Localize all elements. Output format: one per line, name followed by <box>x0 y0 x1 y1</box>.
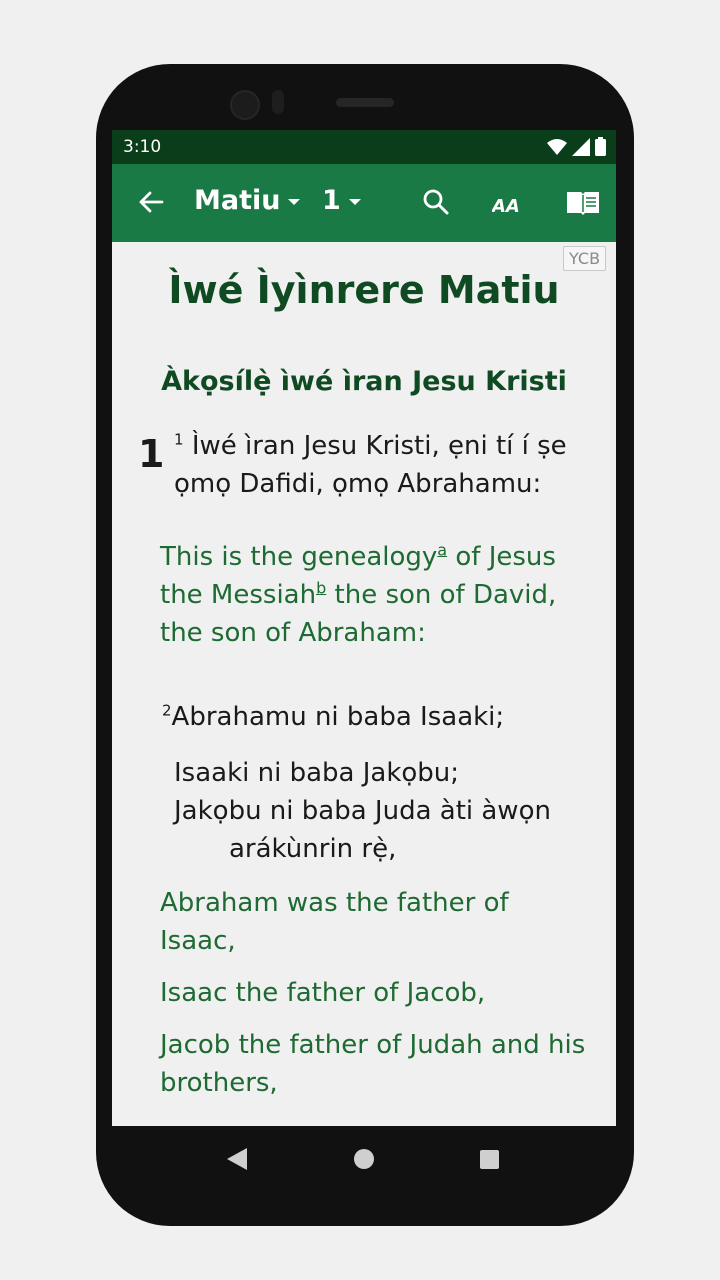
verse-text: ọmọ Dafidi, ọmọ Abrahamu: <box>174 469 542 499</box>
verse-2[interactable] <box>162 698 504 736</box>
english-text: the son of David, <box>326 580 557 610</box>
phone-screen <box>112 130 616 1126</box>
english-text: of Jesus <box>447 542 556 572</box>
book-name: Matiu <box>194 185 281 216</box>
text-size-icon[interactable] <box>492 184 526 220</box>
chevron-down-icon <box>288 199 300 205</box>
verse-2-poetry[interactable] <box>174 754 551 868</box>
reading-pane[interactable] <box>112 242 616 1126</box>
verse-text: arákùnrin rẹ̀, <box>229 834 397 864</box>
reading-mode-icon[interactable] <box>566 189 600 219</box>
english-text: Isaac the father of Jacob, <box>160 978 486 1008</box>
svg-text:AA: AA <box>492 196 520 216</box>
front-camera <box>230 90 260 120</box>
english-verse-2-line-1[interactable] <box>160 884 509 960</box>
footnote-link[interactable]: a <box>437 540 448 560</box>
signal-icon <box>572 138 590 160</box>
chapter-selector[interactable] <box>322 185 361 216</box>
version-badge[interactable]: YCB <box>563 246 606 271</box>
battery-icon <box>595 137 606 160</box>
book-selector[interactable] <box>194 185 300 216</box>
verse-number: 2 <box>162 701 172 720</box>
english-verse-2-line-2[interactable] <box>160 974 485 1012</box>
status-time: 3:10 <box>123 137 162 157</box>
english-text: Isaac, <box>160 926 236 956</box>
nav-recent-apps-icon[interactable] <box>480 1150 499 1169</box>
section-heading: Àkọsílẹ̀ ìwé ìran Jesu Kristi <box>161 366 567 397</box>
verse-1[interactable] <box>174 427 567 503</box>
system-nav-bar <box>112 1126 616 1192</box>
verse-text: Abrahamu ni baba Isaaki; <box>171 702 505 732</box>
back-arrow-icon[interactable] <box>138 190 164 218</box>
nav-home-icon[interactable] <box>354 1149 374 1169</box>
english-verse-2-line-3[interactable] <box>160 1026 585 1102</box>
book-title: Ìwé Ìyìnrere Matiu <box>168 268 560 312</box>
verse-text: Isaaki ni baba Jakọbu; <box>174 758 460 788</box>
chevron-down-icon <box>349 199 361 205</box>
footnote-link[interactable]: b <box>316 578 327 598</box>
verse-text: Ìwé ìran Jesu Kristi, ẹni tí í ṣe <box>191 431 567 461</box>
chapter-number-label: 1 <box>322 185 341 216</box>
wifi-icon <box>547 138 567 160</box>
nav-back-icon[interactable] <box>227 1148 247 1174</box>
earpiece-speaker <box>336 98 394 107</box>
english-text: Abraham was the father of <box>160 888 509 918</box>
status-icons <box>547 137 606 160</box>
english-text: the Messiah <box>160 580 317 610</box>
english-text: the son of Abraham: <box>160 618 426 648</box>
english-text: Jacob the father of Judah and his <box>160 1030 586 1060</box>
english-verse-1[interactable] <box>160 538 556 652</box>
verse-number: 1 <box>174 430 184 449</box>
proximity-sensor <box>272 90 284 114</box>
chapter-number: 1 <box>138 432 165 476</box>
search-icon[interactable] <box>422 188 450 220</box>
app-bar <box>112 164 616 242</box>
english-text: This is the genealogy <box>160 542 438 572</box>
verse-text: Jakọbu ni baba Juda àti àwọn <box>174 796 551 826</box>
english-text: brothers, <box>160 1068 278 1098</box>
status-bar <box>112 130 616 164</box>
